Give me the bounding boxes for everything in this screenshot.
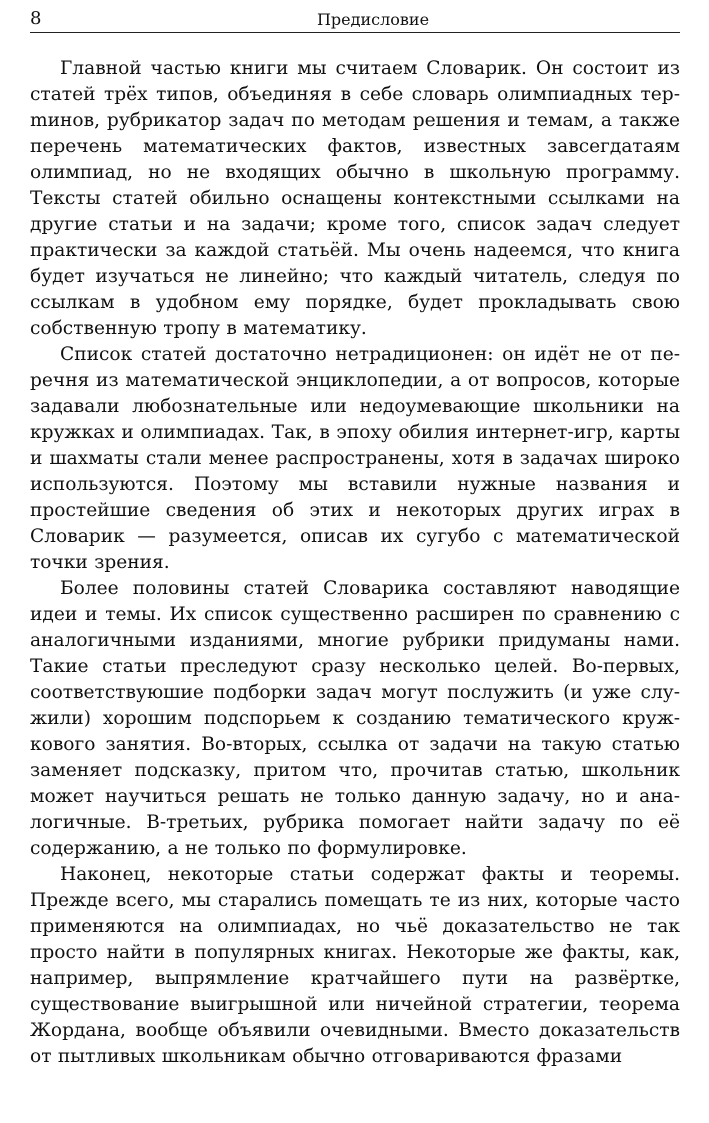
paragraph-1: Главной частью книги мы считаем Словарик. Он состоит из статей трёх типов, объединяя в себе словарь олимпиадных терmинов, рубрикатор задач по методам решения и темам, а также перечень математических фактов, известных завсегдатаям олимпиад, но не входящих обычно в школьную программу. Тексты статей обильно оснащены контекстными ссылками на другие статьи и на задачи; кроме того, список задач следует практически за каждой статьёй. Мы очень надеемся, что книга будет изучаться не линейно; что каждый читатель, следуя по ссылкам в удобном ему порядке, будет прокладывать свою собственную тропу в математику. bbox=[30, 58, 680, 339]
paragraph-3: Более половины статей Словарика составляют наводящие идеи и темы. Их список существенно расширен по сравнению с аналогичными изданиями, многие рубрики придуманы нами. Такие статьи преследуют сразу несколько целей. Во-первых, соответствуюшие подборки задач могут послужить (и уже служили) хорошим подспорьем к созданию тематического кружкового занятия. Во-вторых, ссылка от задачи на такую статью заменяет подсказку, притом что, прочитав статью, школьник может научиться решать не только данную задачу, но и аналогичные. В-третьих, рубрика помогает найти задачу по её содержанию, а не только по формулировке. bbox=[30, 578, 680, 859]
paragraph-2: Список статей достаточно нетрадиционен: он идёт не от перечня из математической энциклопедии, а от вопросов, которые задавали любознательные или недоумевающие школьники на кружках и олимпиадах. Так, в эпоху обилия интернет-игр, карты и шахматы стали менее распространены, хотя в задачах широко используются. Поэтому мы вставили нужные названия и простейшие сведения об этих и некоторых других играх в Словарик — разумеется, описав их сугубо с математической точки зрения. bbox=[30, 344, 680, 573]
page-number: 8 bbox=[30, 8, 42, 29]
body-text bbox=[30, 56, 680, 1070]
running-header bbox=[30, 6, 680, 33]
running-title: Предисловие bbox=[316, 10, 430, 29]
paragraph-4: Наконец, некоторые статьи содержат факты и теоремы. Прежде всего, мы старались помещать те из них, которые часто применяются на олимпиадах, но чьё доказательство не так просто найти в популярных книгах. Некоторые же факты, как, например, выпрямление кратчайшего пути на развёртке, существование выигрышной или ничейной стратегии, теорема Жордана, вообще объявили очевидными. Вместо доказательств от пытливых школьникам обычно отговариваются фразами bbox=[30, 864, 680, 1067]
